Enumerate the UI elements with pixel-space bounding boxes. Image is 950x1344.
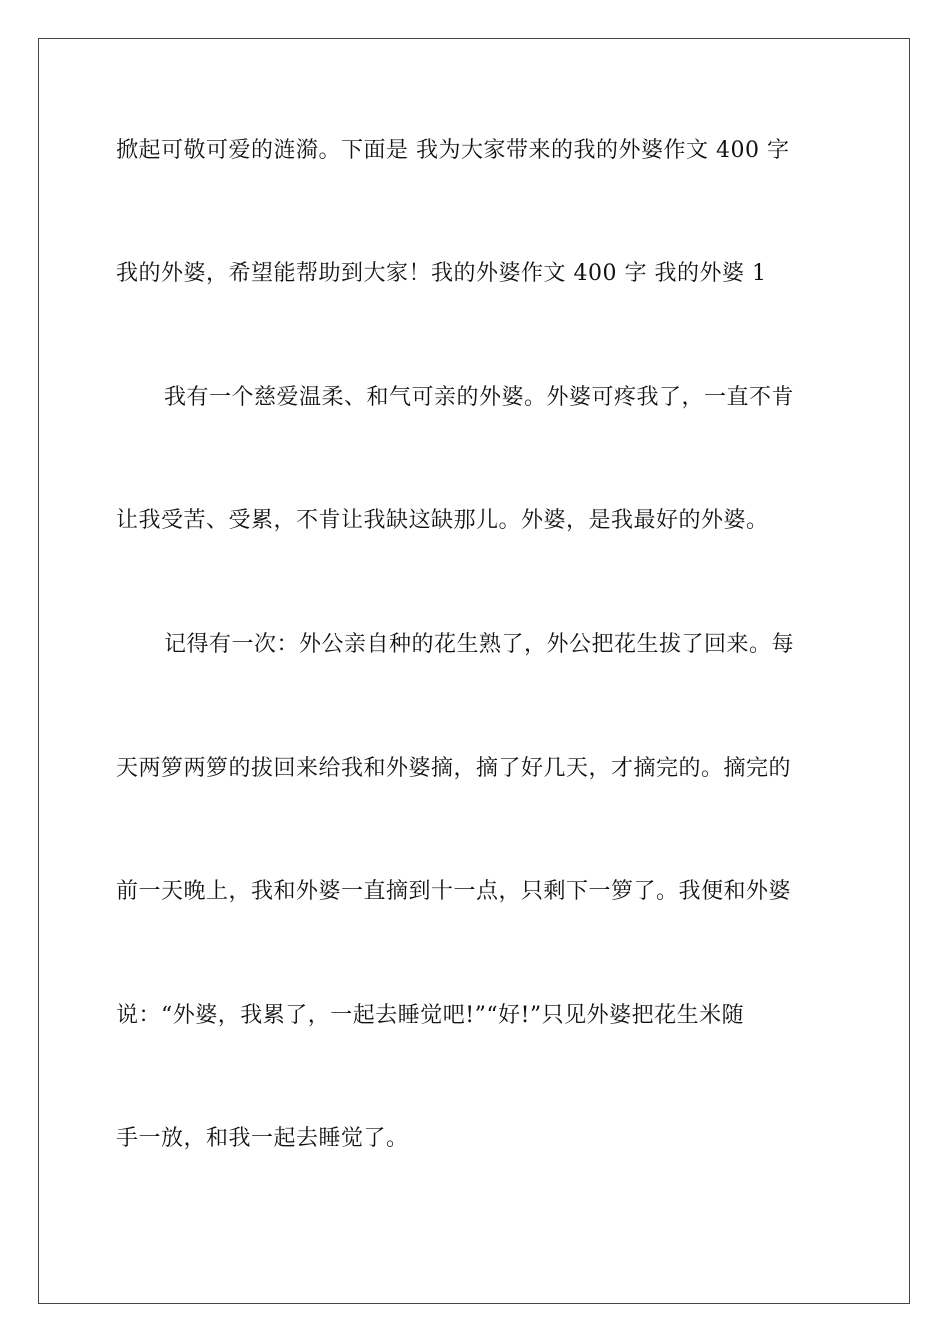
paragraph-line: 天两箩两箩的拔回来给我和外婆摘，摘了好几天，才摘完的。摘完的: [116, 756, 792, 781]
page-border: [38, 38, 910, 1304]
paragraph-line: 前一天晚上，我和外婆一直摘到十一点，只剩下一箩了。我便和外婆: [116, 879, 792, 904]
paragraph-line: 说：“外婆，我累了，一起去睡觉吧!”“好!”只见外婆把花生米随: [116, 1003, 745, 1028]
paragraph-line: 让我受苦、受累，不肯让我缺这缺那儿。外婆，是我最好的外婆。: [116, 508, 769, 533]
paragraph-line: 手一放，和我一起去睡觉了。: [116, 1126, 409, 1151]
paragraph-line: 记得有一次：外公亲自种的花生熟了，外公把花生拔了回来。每: [164, 632, 795, 657]
paragraph-line: 我有一个慈爱温柔、和气可亲的外婆。外婆可疼我了，一直不肯: [164, 385, 795, 410]
paragraph-line: 我的外婆，希望能帮助到大家！我的外婆作文 400 字 我的外婆 1: [116, 261, 767, 286]
paragraph-line: 掀起可敬可爱的涟漪。下面是 我为大家带来的我的外婆作文 400 字: [116, 138, 790, 163]
